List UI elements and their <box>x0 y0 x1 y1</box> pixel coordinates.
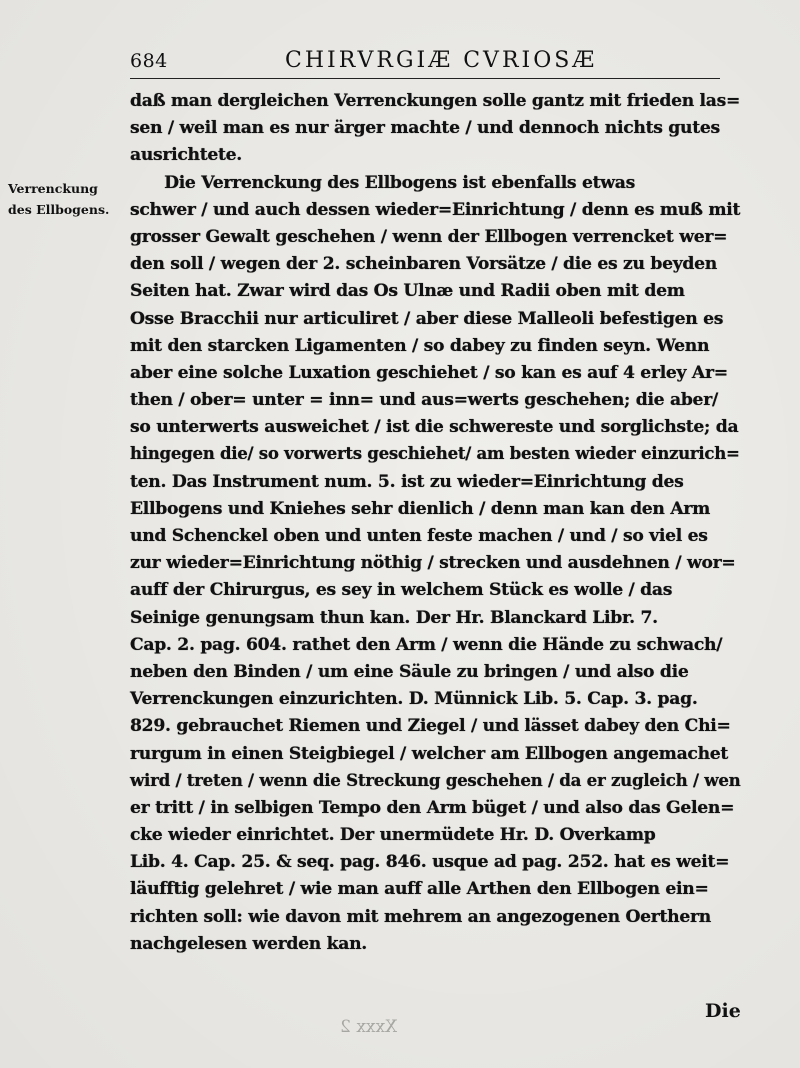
text-line: grosser Gewalt geschehen / wenn der Ellbogen verrencket wer= <box>130 226 728 247</box>
marginal-note <box>8 178 128 220</box>
text-line: sen / weil man es nur ärger machte / und dennoch nichts gutes <box>130 118 720 139</box>
text-line: Lib. 4. Cap. 25. & seq. pag. 846. usque ad pag. 252. hat es weit= <box>130 852 730 873</box>
text-line: 829. gebrauchet Riemen und Ziegel / und lässet dabey den Chi= <box>130 716 731 737</box>
text-line: so unterwerts ausweichet / ist die schwereste und sorglichste; da <box>130 417 739 438</box>
text-line: Seinige genungsam thun kan. Der Hr. Blanckard Libr. 7. <box>130 607 658 628</box>
body-text <box>130 88 740 958</box>
text-line: und Schenckel oben und unten feste machen / und / so viel es <box>130 526 708 546</box>
text-line: auff der Chirurgus, es sey in welchem Stück es wolle / das <box>130 580 673 601</box>
text-line: mit den starcken Ligamenten / so dabey zu finden seyn. Wenn <box>130 335 710 356</box>
text-line: schwer / und auch dessen wieder=Einrichtung / denn es muß mit <box>130 199 741 220</box>
running-head: CHIRVRGIÆ CVRIOSÆ <box>285 48 598 73</box>
text-line: then / ober= unter = inn= und aus=werts geschehen; die aber/ <box>130 390 718 411</box>
text-line: daß man dergleichen Verrenckungen solle gantz mit frieden las= <box>130 91 741 111</box>
text-line: Osse Bracchii nur articuliret / aber diese Malleoli befestigen es <box>130 308 724 329</box>
text-line: Cap. 2. pag. 604. rathet den Arm / wenn die Hände zu schwach/ <box>130 634 723 655</box>
text-line: läufftig gelehret / wie man auff alle Arthen den Ellbogen ein= <box>130 879 709 900</box>
catchword: Die <box>705 1000 741 1022</box>
text-line: Die Verrenckung des Ellbogens ist ebenfalls etwas <box>130 172 635 193</box>
text-line: Ellbogens und Kniehes sehr dienlich / denn man kan den Arm <box>130 498 710 519</box>
marginal-note-line-1: Verrenckung <box>8 181 98 196</box>
text-line: neben den Binden / um eine Säule zu bringen / und also die <box>130 661 689 682</box>
page-number: 684 <box>130 50 168 72</box>
text-line: Verrenckungen einzurichten. D. Münnick Lib. 5. Cap. 3. pag. <box>130 689 698 710</box>
text-line: Seiten hat. Zwar wird das Os Ulnæ und Radii oben mit dem <box>130 281 685 302</box>
text-line: hingegen die/ so vorwerts geschiehet/ am besten wieder einzurich= <box>130 444 740 465</box>
text-line: aber eine solche Luxation geschiehet / so kan es auf 4 erley Ar= <box>130 362 728 383</box>
text-line: cke wieder einrichtet. Der unermüdete Hr. D. Overkamp <box>130 825 656 846</box>
text-line: ten. Das Instrument num. 5. ist zu wieder=Einrichtung des <box>130 471 684 492</box>
text-line: richten soll: wie davon mit mehrem an angezogenen Oerthern <box>130 906 711 927</box>
marginal-note-line-2: des Ellbogens. <box>8 202 110 217</box>
signature-mark: Xxxx 2 <box>340 1017 398 1037</box>
text-line: er tritt / in selbigen Tempo den Arm büget / und also das Gelen= <box>130 797 735 818</box>
page-header <box>130 48 720 79</box>
text-line: rurgum in einen Steigbiegel / welcher am Ellbogen angemachet <box>130 743 729 764</box>
text-line: nachgelesen werden kan. <box>130 933 367 954</box>
text-line: ausrichtete. <box>130 145 242 166</box>
text-line: wird / treten / wenn die Streckung geschehen / da er zugleich / wen <box>130 770 741 791</box>
text-line: zur wieder=Einrichtung nöthig / strecken und ausdehnen / wor= <box>130 553 736 574</box>
text-line: den soll / wegen der 2. scheinbaren Vorsätze / die es zu beyden <box>130 254 717 275</box>
